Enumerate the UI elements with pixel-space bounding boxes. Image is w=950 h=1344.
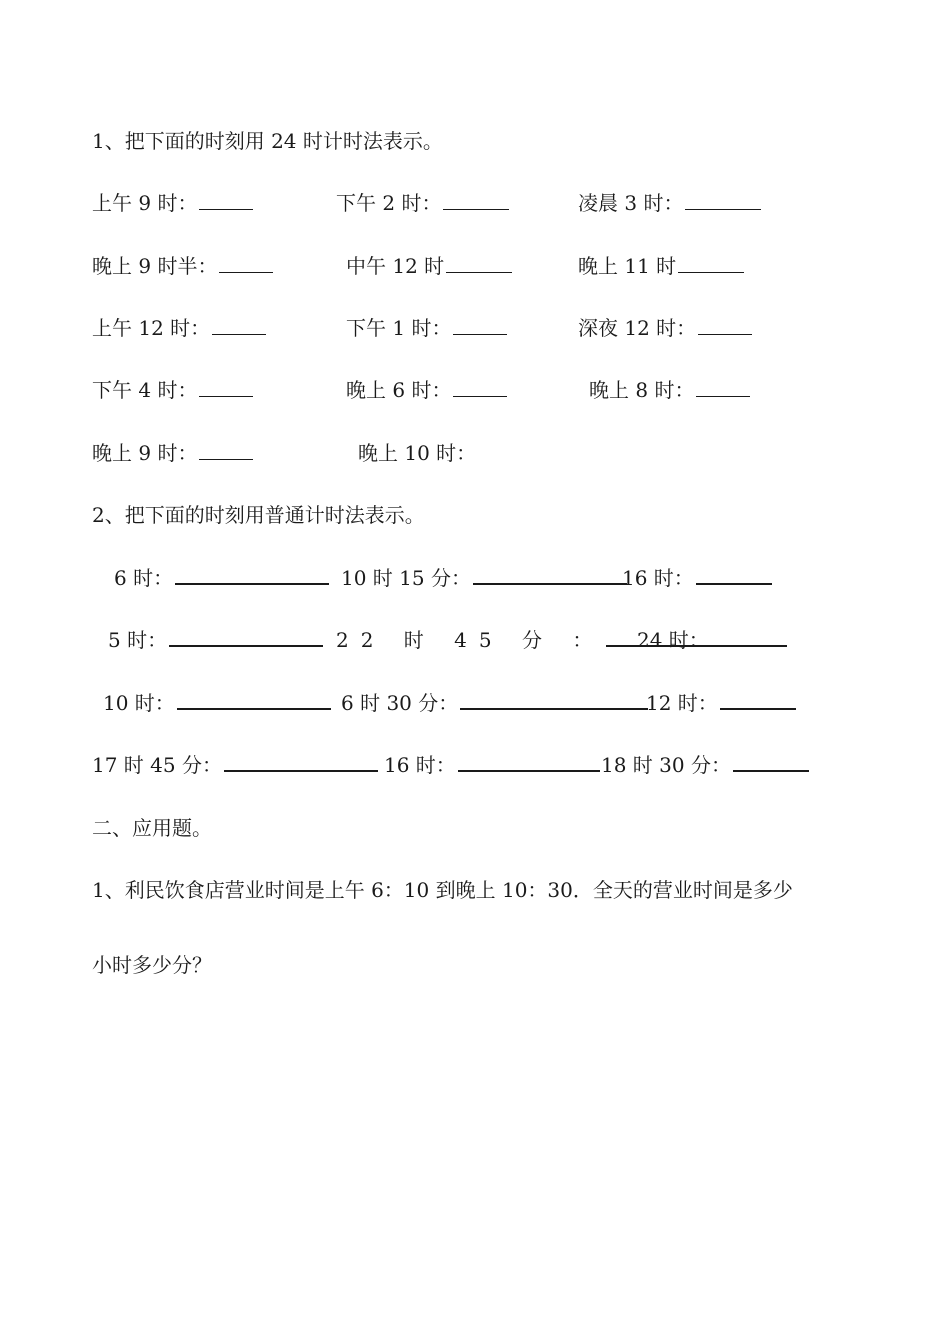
- s1-r2-c2: [346, 253, 512, 279]
- s1-r2-c3: [578, 253, 744, 279]
- s1-r2-c1-label: 晚上 9 时半：: [92, 254, 218, 278]
- s1-r5-c1: [92, 440, 253, 466]
- s1-r3-c3-label: 深夜 12 时：: [578, 316, 697, 340]
- s2-r4-c3: [601, 752, 809, 778]
- s2-r3-c1: [103, 690, 331, 716]
- answer-blank[interactable]: [698, 316, 752, 335]
- s2-r2-c1: [108, 627, 323, 653]
- answer-blank[interactable]: [453, 316, 507, 335]
- s2-r3-c3-label: 12 时：: [646, 691, 718, 715]
- s2-r3-c2: [341, 690, 648, 716]
- s2-r1-c2-label: 10 时 15 分：: [341, 566, 471, 590]
- s2-r1-c2: [341, 565, 627, 591]
- s2-r4-c3-label: 18 时 30 分：: [601, 753, 731, 777]
- s1-r4-c1: [92, 377, 253, 403]
- answer-blank[interactable]: [720, 690, 796, 710]
- s1-r1-c3: [578, 190, 761, 216]
- s2-r1-c1: [114, 565, 329, 591]
- answer-blank[interactable]: [212, 316, 266, 335]
- answer-blank[interactable]: [678, 254, 744, 273]
- s1-r5-c1-label: 晚上 9 时：: [92, 441, 198, 465]
- s1-r5-c2: [358, 440, 476, 466]
- answer-blank[interactable]: [199, 191, 253, 210]
- s2-r2-c3: [637, 627, 787, 653]
- answer-blank[interactable]: [199, 378, 253, 397]
- s1-r4-c3: [589, 377, 750, 403]
- s2-r2-c2-label: 22 时 45 分 ：: [336, 628, 605, 652]
- s1-r1-c2-label: 下午 2 时：: [336, 191, 442, 215]
- s1-r1-c1-label: 上午 9 时：: [92, 191, 198, 215]
- answer-blank[interactable]: [219, 254, 273, 273]
- s2-r4-c1: [92, 752, 378, 778]
- s1-r1-c3-label: 凌晨 3 时：: [578, 191, 684, 215]
- answer-blank[interactable]: [711, 627, 787, 647]
- s1-r4-c1-label: 下午 4 时：: [92, 378, 198, 402]
- s2-r1-c3-label: 16 时：: [622, 566, 694, 590]
- answer-blank[interactable]: [460, 690, 648, 710]
- question-1-line-1: 1、利民饮食店营业时间是上午 6：10 到晚上 10：30．全天的营业时间是多少: [92, 878, 793, 902]
- answer-blank[interactable]: [473, 565, 627, 585]
- answer-blank[interactable]: [685, 191, 761, 210]
- s1-r4-c2-label: 晚上 6 时：: [346, 378, 452, 402]
- s2-r2-c3-label: 24 时：: [637, 628, 709, 652]
- s2-r2-c1-label: 5 时：: [108, 628, 168, 652]
- answer-blank[interactable]: [733, 752, 809, 772]
- s1-r3-c3: [578, 315, 752, 341]
- answer-blank[interactable]: [175, 565, 329, 585]
- s1-r1-c1: [92, 190, 253, 216]
- s1-r4-c3-label: 晚上 8 时：: [589, 378, 695, 402]
- s2-r1-c3: [622, 565, 772, 591]
- s2-r4-c2-label: 16 时：: [384, 753, 456, 777]
- s2-r1-c1-label: 6 时：: [114, 566, 174, 590]
- answer-blank[interactable]: [224, 752, 378, 772]
- answer-blank[interactable]: [446, 254, 512, 273]
- s1-r3-c2: [346, 315, 507, 341]
- answer-blank[interactable]: [443, 191, 509, 210]
- s1-r3-c1: [92, 315, 266, 341]
- s2-r4-c2: [384, 752, 600, 778]
- section2-heading: 2、把下面的时刻用普通计时法表示。: [92, 503, 425, 527]
- s2-r3-c3: [646, 690, 796, 716]
- answer-blank[interactable]: [453, 378, 507, 397]
- s1-r2-c2-label: 中午 12 时: [346, 254, 445, 278]
- part2-heading: 二、应用题。: [92, 816, 212, 840]
- answer-blank[interactable]: [169, 627, 323, 647]
- answer-blank[interactable]: [177, 690, 331, 710]
- answer-blank[interactable]: [696, 565, 772, 585]
- s1-r2-c1: [92, 253, 273, 279]
- s1-r1-c2: [336, 190, 509, 216]
- s2-r3-c2-label: 6 时 30 分：: [341, 691, 459, 715]
- answer-blank[interactable]: [458, 752, 600, 772]
- answer-blank[interactable]: [199, 441, 253, 460]
- s1-r5-c2-label: 晚上 10 时：: [358, 441, 477, 465]
- s2-r3-c1-label: 10 时：: [103, 691, 175, 715]
- answer-blank[interactable]: [696, 378, 750, 397]
- s2-r4-c1-label: 17 时 45 分：: [92, 753, 222, 777]
- s1-r3-c1-label: 上午 12 时：: [92, 316, 211, 340]
- section1-heading: 1、把下面的时刻用 24 时计时法表示。: [92, 129, 443, 153]
- s1-r3-c2-label: 下午 1 时：: [346, 316, 452, 340]
- question-1-line-2: 小时多少分？: [92, 953, 212, 977]
- s1-r4-c2: [346, 377, 507, 403]
- s1-r2-c3-label: 晚上 11 时: [578, 254, 677, 278]
